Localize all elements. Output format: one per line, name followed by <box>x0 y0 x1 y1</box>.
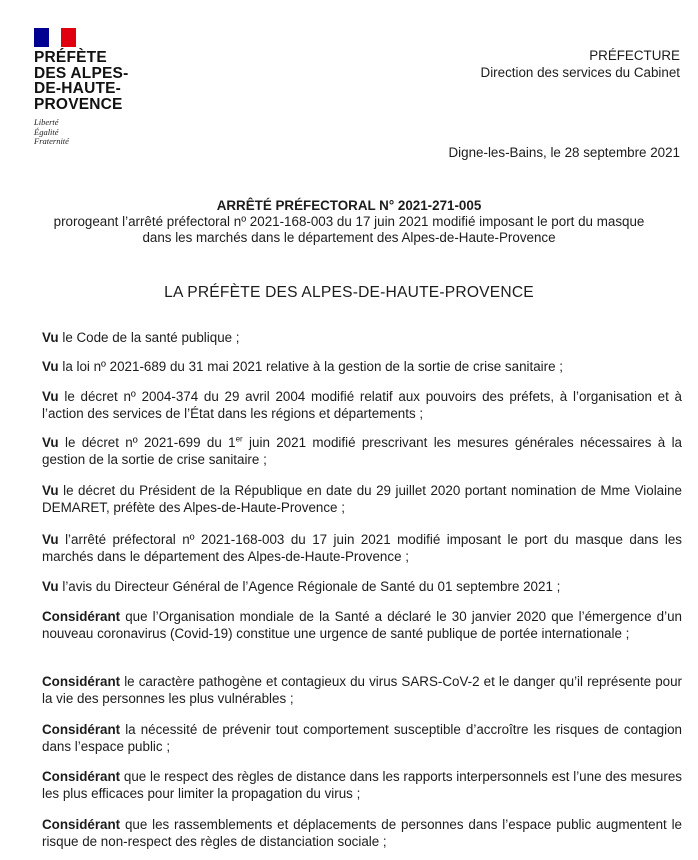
arrete-object <box>0 214 698 246</box>
paragraph-lead: Vu <box>42 389 59 404</box>
visa-paragraph <box>42 579 682 596</box>
paragraph-lead: Vu <box>42 483 59 498</box>
paragraph-lead: Vu <box>42 359 59 374</box>
motto-line: Fraternité <box>34 136 69 146</box>
paragraph-text: que le respect des règles de distance dans les rapports interpersonnels est l’une des mesures les plus efficaces pour limiter la propagation du virus ; <box>42 769 682 801</box>
tricolor-flag-icon <box>34 28 76 47</box>
paragraph-lead: Considérant <box>42 769 121 784</box>
paragraph-text: que l’Organisation mondiale de la Santé a déclaré le 30 janvier 2020 que l’émergence d’un nouveau coronavirus (Covid-19) constitue une urgence de santé publique de portée internationale ; <box>42 609 682 641</box>
prefecture-name-line: DE-HAUTE- <box>34 80 122 97</box>
superscript: er <box>235 434 243 444</box>
visa-paragraph <box>42 532 682 565</box>
issuing-authority: LA PRÉFÈTE DES ALPES-DE-HAUTE-PROVENCE <box>164 284 534 301</box>
visa-paragraph <box>42 483 682 516</box>
visa-paragraph <box>42 330 682 347</box>
service-subtitle: Direction des services du Cabinet <box>480 65 680 80</box>
paragraph-text: l’arrêté préfectoral nº 2021-168-003 du 17 juin 2021 modifié imposant le port du masque dans les marchés dans le département des Alpes-de-Haute-Provence ; <box>42 532 682 564</box>
visa-paragraph <box>42 359 682 376</box>
paragraph-text: le décret nº 2004-374 du 29 avril 2004 modifié relatif aux pouvoirs des préfets, à l’organisation et à l’action des services de l’État dans les régions et départements ; <box>42 389 682 421</box>
paragraph-lead: Vu <box>42 532 59 547</box>
paragraph-text: le caractère pathogène et contagieux du virus SARS-CoV-2 et le danger qu’il représente pour la vie des personnes les plus vulnérables ; <box>42 674 682 706</box>
paragraph-lead: Considérant <box>42 817 121 832</box>
prefecture-name <box>34 50 144 112</box>
paragraph-lead: Vu <box>42 330 59 345</box>
paragraph-lead: Vu <box>42 435 59 450</box>
paragraph-lead: Considérant <box>42 674 121 689</box>
document-date: Digne-les-Bains, le 28 septembre 2021 <box>448 145 680 160</box>
arrete-object-line: dans les marchés dans le département des Alpes-de-Haute-Provence <box>142 230 556 245</box>
visa-paragraph <box>42 435 682 468</box>
considerant-paragraph <box>42 817 682 850</box>
paragraph-text: le décret nº 2021-699 du 1 <box>58 435 236 450</box>
prefecture-logo <box>34 28 144 147</box>
motto-line: Égalité <box>34 126 59 137</box>
motto-line: Liberté <box>34 117 59 127</box>
considerant-paragraph <box>42 609 682 642</box>
arrete-object-line: prorogeant l’arrêté préfectoral nº 2021-168-003 du 17 juin 2021 modifié imposant le port du masque <box>53 214 645 229</box>
paragraph-lead: Vu <box>42 579 59 594</box>
service-title: PRÉFECTURE <box>589 48 680 63</box>
paragraph-text: l’avis du Directeur Général de l’Agence Régionale de Santé du 01 septembre 2021 ; <box>58 579 561 594</box>
visa-paragraph <box>42 389 682 422</box>
paragraph-text: la loi nº 2021-689 du 31 mai 2021 relative à la gestion de la sortie de crise sanitaire ; <box>58 359 563 374</box>
paragraph-text: le Code de la santé publique ; <box>58 330 240 345</box>
paragraph-lead: Considérant <box>42 609 121 624</box>
paragraph-lead: Considérant <box>42 722 121 737</box>
paragraph-text: que les rassemblements et déplacements de personnes dans l’espace public augmentent le risque de non-respect des règles de distanciation sociale ; <box>42 817 682 849</box>
issuing-service <box>481 47 680 81</box>
republic-motto <box>34 118 144 147</box>
paragraph-text: la nécessité de prévenir tout comportement susceptible d’accroître les risques de contagion dans l’espace public ; <box>42 722 682 754</box>
paragraph-text: juin 2021 modifié prescrivant les mesures générales nécessaires à la gestion de la sortie de crise sanitaire ; <box>42 435 682 467</box>
prefecture-name-line: PROVENCE <box>34 95 123 113</box>
considerant-paragraph <box>42 769 682 802</box>
prefecture-name-line: DES ALPES- <box>34 64 129 82</box>
paragraph-text: le décret du Président de la République en date du 29 juillet 2020 portant nomination de Mme Violaine DEMARET, préfète des Alpes-de-Haute-Provence ; <box>42 483 682 515</box>
considerant-paragraph <box>42 722 682 755</box>
arrete-number: ARRÊTÉ PRÉFECTORAL N° 2021-271-005 <box>216 198 482 213</box>
considerant-paragraph <box>42 674 682 707</box>
prefecture-name-line: PRÉFÈTE <box>34 49 107 66</box>
